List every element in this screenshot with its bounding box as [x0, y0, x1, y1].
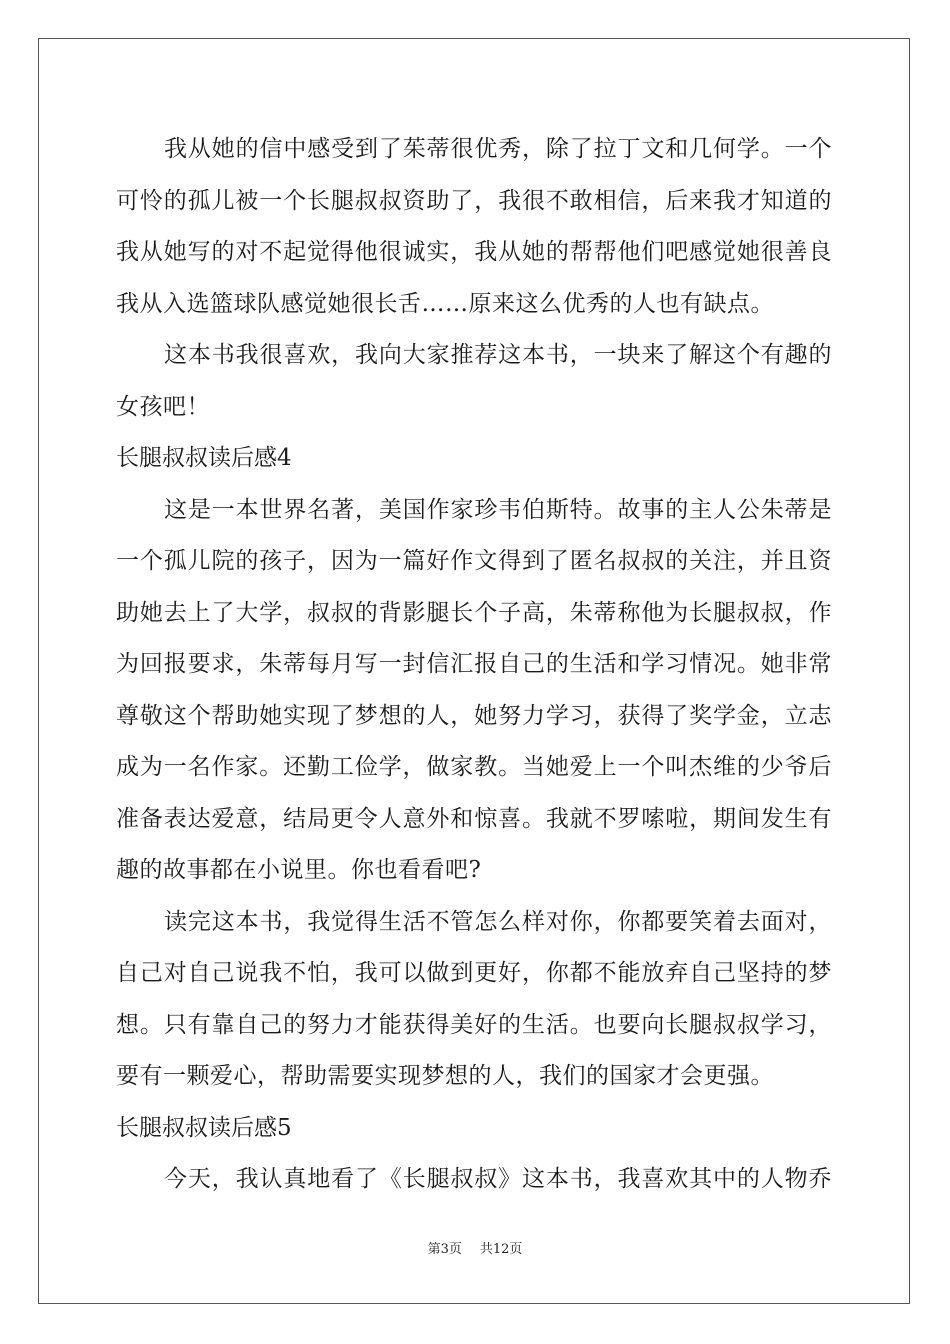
page-total: 共12页 — [479, 1242, 523, 1257]
paragraph-line: 准备表达爱意，结局更令人意外和惊喜。我就不罗嗦啦，期间发生有 — [116, 805, 832, 832]
page-number: 第3页 — [427, 1242, 462, 1257]
paragraph-line: 读完这本书，我觉得生活不管怎么样对你，你都要笑着去面对， — [164, 908, 832, 935]
paragraph-line: 自己对自己说我不怕，我可以做到更好，你都不能放弃自己坚持的梦 — [116, 960, 832, 986]
paragraph-line: 这是一本世界名著，美国作家珍韦伯斯特。故事的主人公朱蒂是 — [164, 496, 832, 523]
paragraph-line: 今天，我认真地看了《长腿叔叔》这本书，我喜欢其中的人物乔 — [164, 1166, 832, 1192]
paragraph-line: 一个孤儿院的孩子，因为一篇好作文得到了匿名叔叔的关注，并且资 — [116, 548, 832, 574]
paragraph-line: 尊敬这个帮助她实现了梦想的人，她努力学习，获得了奖学金，立志 — [116, 702, 832, 729]
paragraph-line: 想。只有靠自己的努力才能获得美好的生活。也要向长腿叔叔学习， — [116, 1011, 832, 1038]
page-footer — [0, 1238, 950, 1257]
paragraph-line: 这本书我很喜欢，我向大家推荐这本书，一块来了解这个有趣的 — [164, 342, 832, 368]
paragraph-line: 助她去上了大学，叔叔的背影腿长个子高，朱蒂称他为长腿叔叔，作 — [116, 599, 832, 626]
paragraph-line: 成为一名作家。还勤工俭学，做家教。当她爱上一个叫杰维的少爷后 — [116, 754, 832, 780]
paragraph-line: 我从她的信中感受到了茱蒂很优秀，除了拉丁文和几何学。一个 — [164, 136, 832, 162]
paragraph-line: 我从入选篮球队感觉她很长舌……原来这么优秀的人也有缺点。 — [116, 290, 774, 317]
section-heading: 长腿叔叔读后感4 — [116, 445, 292, 471]
paragraph-line: 趣的故事都在小说里。你也看看吧? — [116, 857, 482, 883]
paragraph-line: 我从她写的对不起觉得他很诚实，我从她的帮帮他们吧感觉她很善良 — [116, 239, 832, 265]
paragraph-line: 为回报要求，朱蒂每月写一封信汇报自己的生活和学习情况。她非常 — [116, 651, 832, 677]
document-body — [116, 124, 832, 1206]
paragraph-line: 可怜的孤儿被一个长腿叔叔资助了，我很不敢相信，后来我才知道的 — [116, 187, 832, 214]
paragraph-line: 女孩吧！ — [116, 393, 210, 420]
section-heading: 长腿叔叔读后感5 — [116, 1114, 292, 1141]
paragraph-line: 要有一颗爱心，帮助需要实现梦想的人，我们的国家才会更强。 — [116, 1063, 774, 1089]
